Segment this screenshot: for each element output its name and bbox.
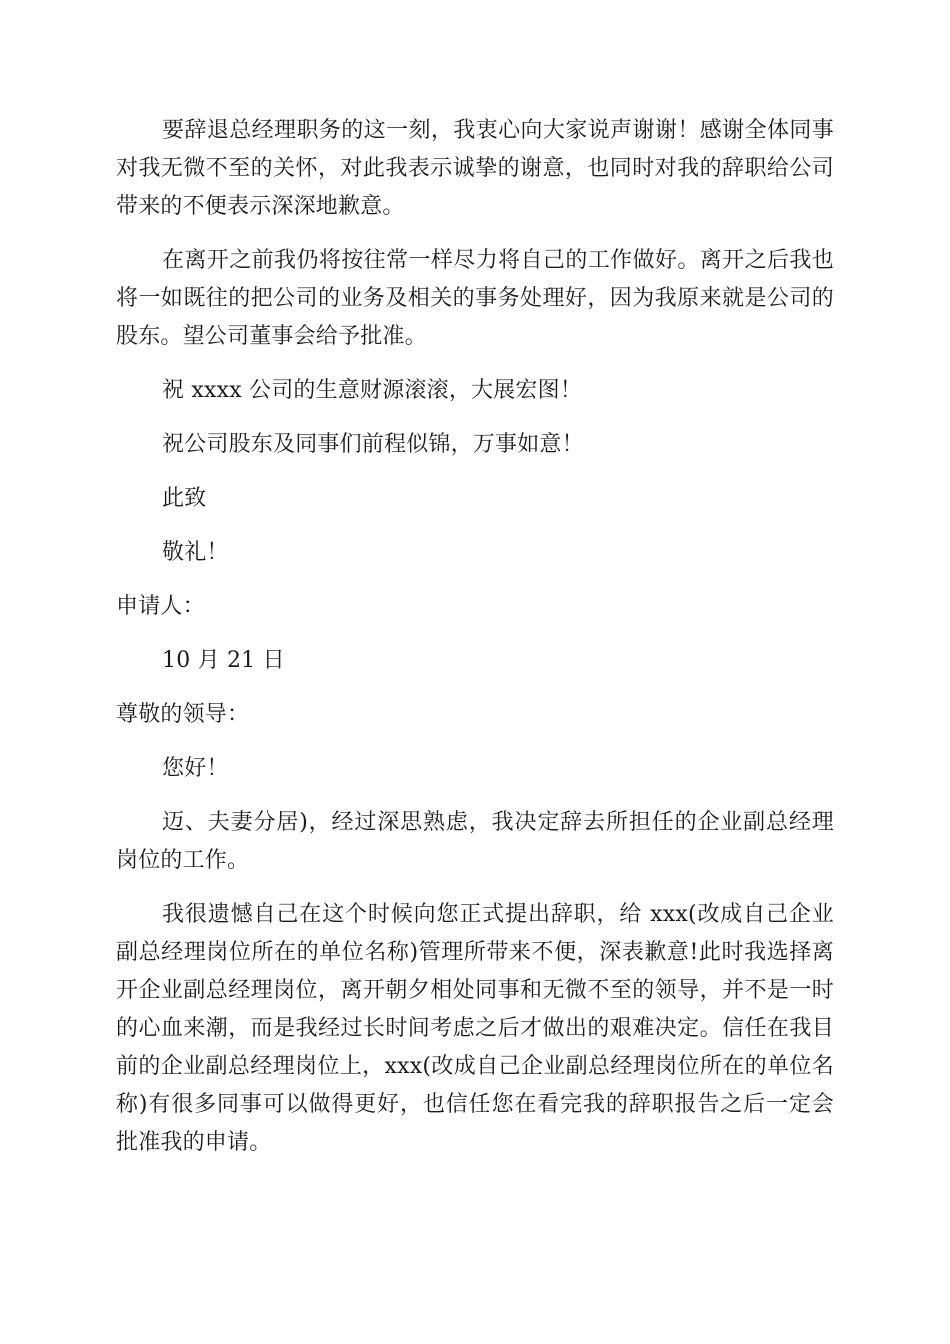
document-body (116, 112, 834, 1178)
paragraph-applicant: 申请人： (116, 594, 205, 619)
paragraph-farewell-thanks: 要辞退总经理职务的这一刻，我衷心向大家说声谢谢！感谢全体同事对我无微不至的关怀，对此我表示诚挚的谢意，也同时对我的辞职给公司带来的不便表示深深地歉意。 (116, 118, 834, 219)
paragraph-decision: 迈、夫妻分居)，经过深思熟虑，我决定辞去所担任的企业副总经理岗位的工作。 (116, 810, 834, 873)
paragraph-date: 10 月 21 日 (162, 648, 285, 673)
paragraph-greeting: 您好！ (162, 756, 229, 781)
paragraph-resignation-reason: 我很遗憾自己在这个时候向您正式提出辞职，给 xxx(改成自己企业副总经理岗位所在的单位名称)管理所带来不便，深表歉意!此时我选择离开企业副总经理岗位，离开朝夕相处同事和无微不至的领导，并不是一时的心血来潮，而是我经过长时间考虑之后才做出的艰难决定。信任在我目前的企业副总经理岗位上，xxx(改成自己企业副总经理岗位所在的单位名称)有很多同事可以做得更好，也信任您在看完我的辞职报告之后一定会批准我的申请。 (116, 902, 834, 1155)
paragraph-salutation: 尊敬的领导： (116, 702, 250, 727)
paragraph-closing-jingli: 敬礼！ (162, 540, 229, 565)
paragraph-wish-company: 祝 xxxx 公司的生意财源滚滚，大展宏图！ (162, 378, 583, 403)
paragraph-wish-colleagues: 祝公司股东及同事们前程似锦，万事如意！ (162, 432, 584, 457)
paragraph-handover: 在离开之前我仍将按往常一样尽力将自己的工作做好。离开之后我也将一如既往的把公司的业务及相关的事务处理好，因为我原来就是公司的股东。望公司董事会给予批准。 (116, 248, 834, 349)
paragraph-closing-cizhi: 此致 (162, 486, 207, 511)
